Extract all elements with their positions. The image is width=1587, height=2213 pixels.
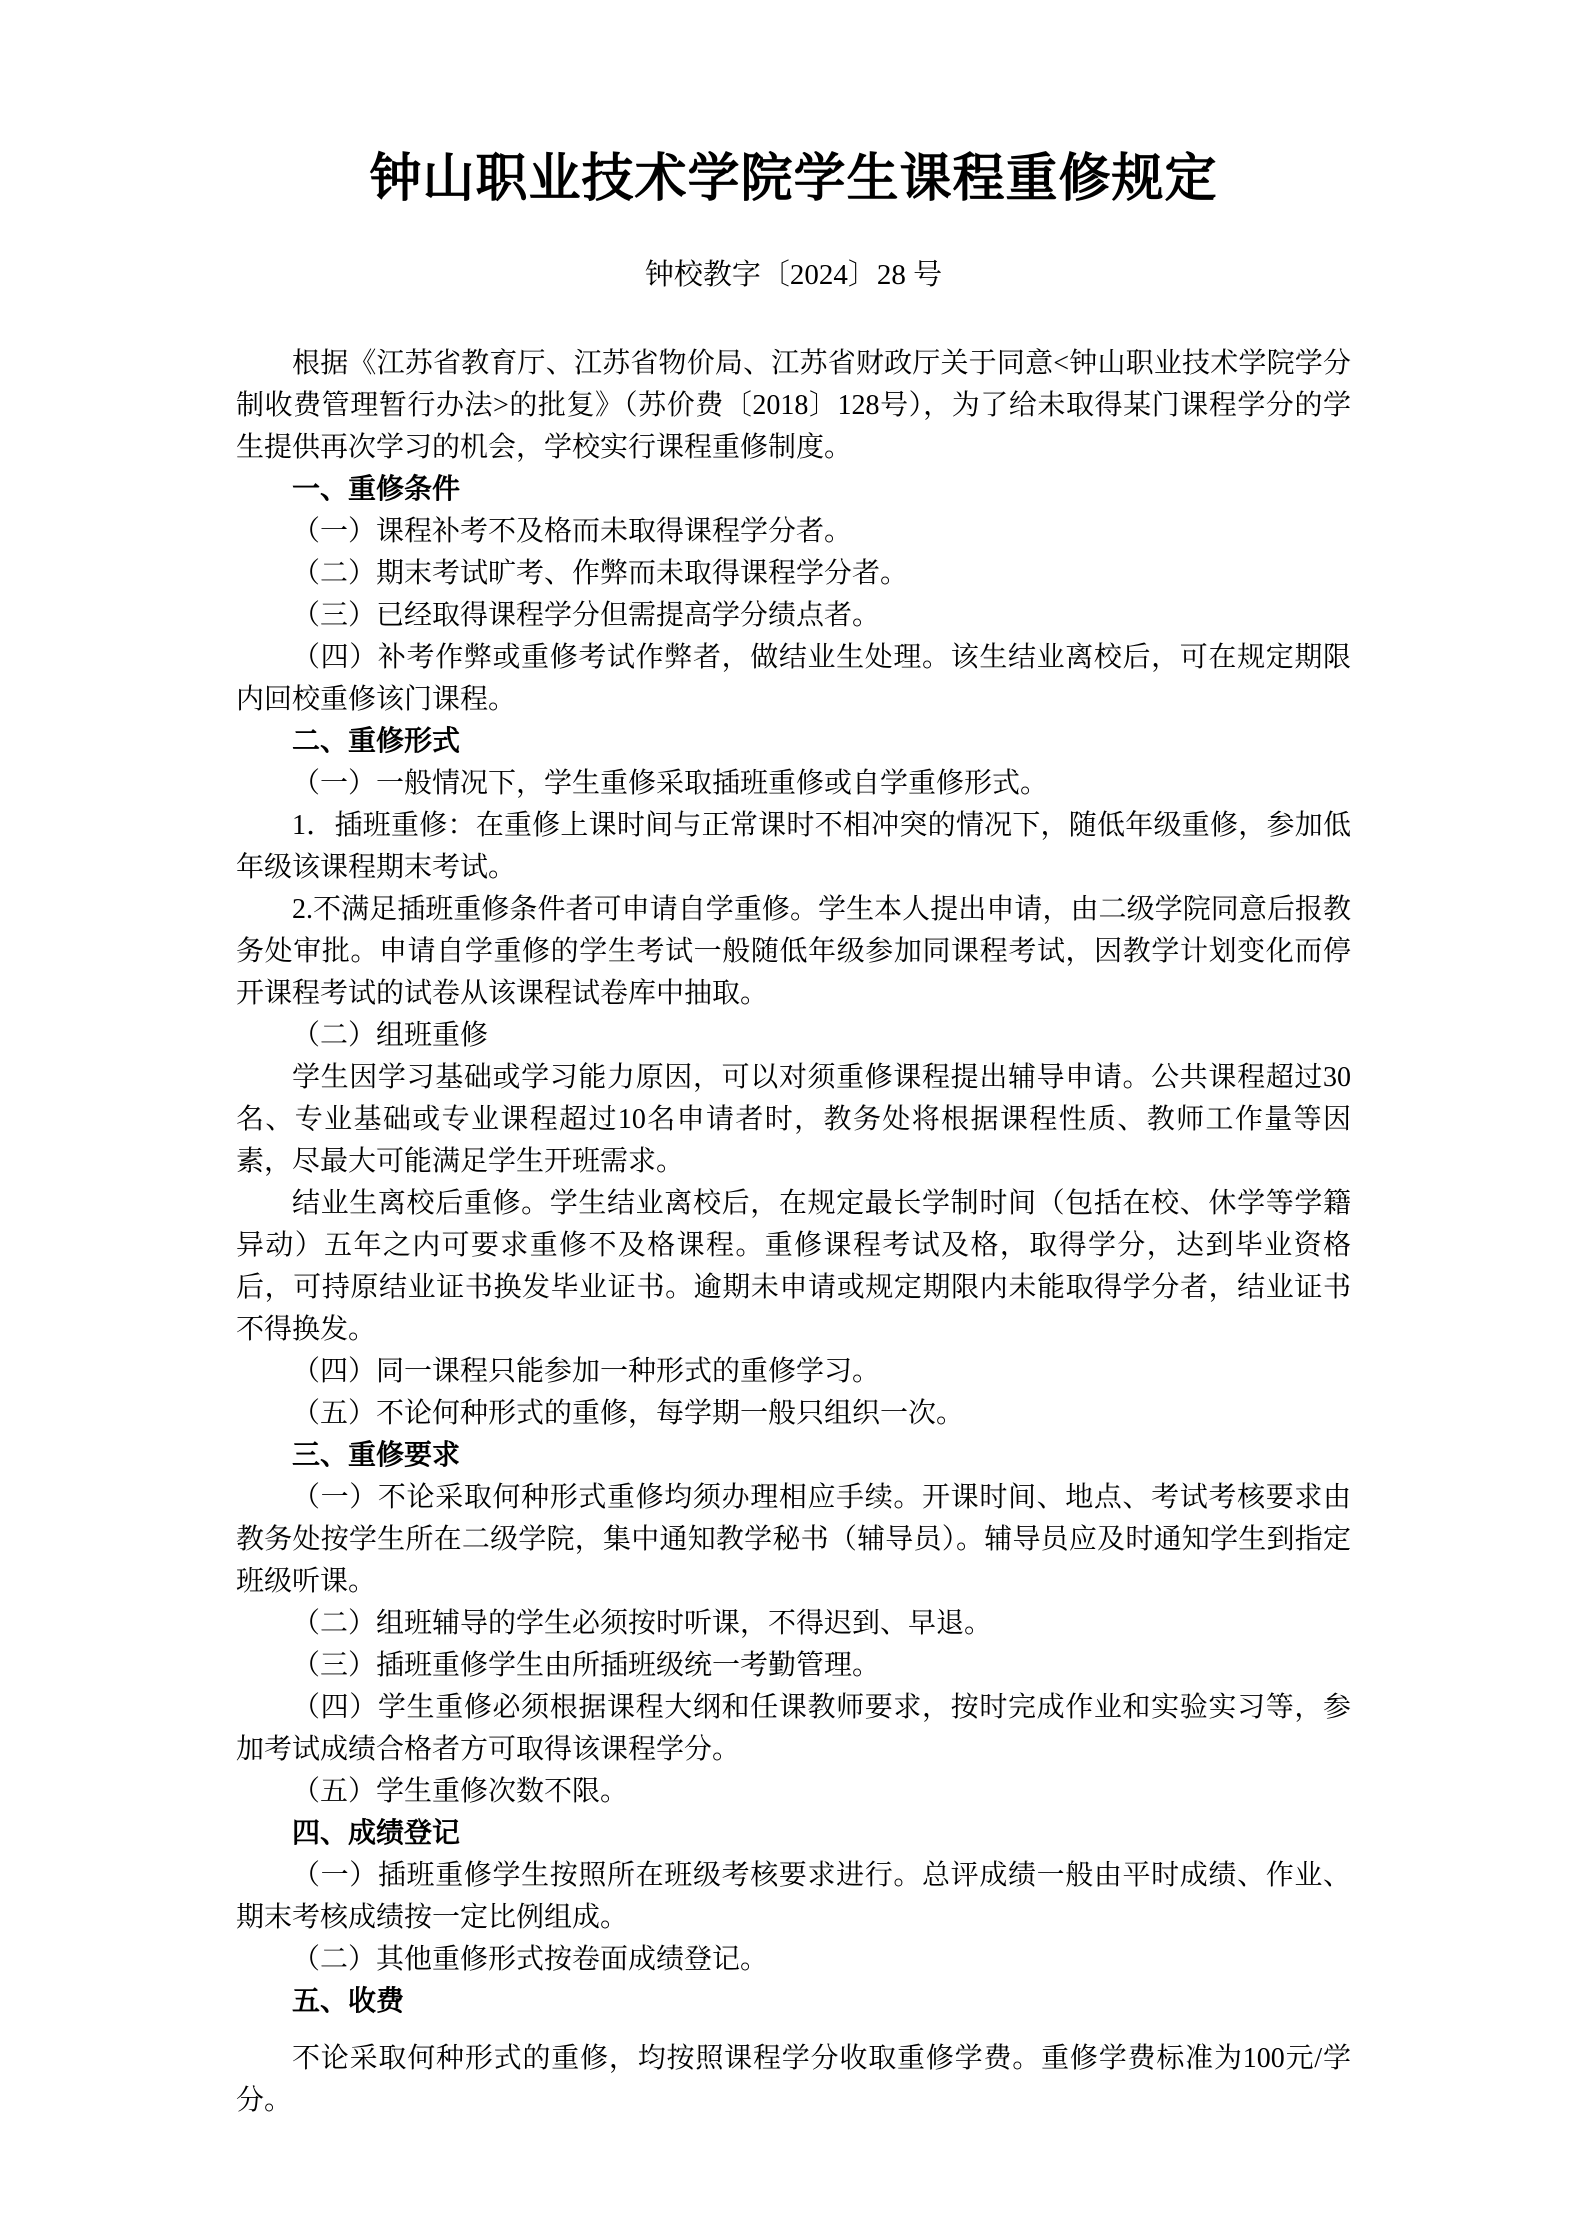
paragraph: （三）已经取得课程学分但需提高学分绩点者。	[292, 600, 881, 631]
paragraph: （一）不论采取何种形式重修均须办理相应手续。开课时间、地点、考试考核要求由教务处按学生所在二级学院，集中通知教学秘书（辅导员）。辅导员应及时通知学生到指定班级听课。	[236, 1482, 1351, 1597]
paragraph: （四）补考作弊或重修考试作弊者，做结业生处理。该生结业离校后，可在规定期限内回校重修该门课程。	[236, 642, 1351, 715]
paragraph: （四）学生重修必须根据课程大纲和任课教师要求，按时完成作业和实验实习等，参加考试成绩合格者方可取得该课程学分。	[236, 1692, 1351, 1765]
paragraph: （三）插班重修学生由所插班级统一考勤管理。	[292, 1650, 881, 1681]
section-heading-1: 一、重修条件	[292, 474, 461, 505]
section-heading-2: 二、重修形式	[292, 726, 461, 757]
doc-number: 钟校教字〔2024〕28 号	[644, 259, 943, 291]
section-heading-3: 三、重修要求	[292, 1440, 461, 1471]
document-content	[236, 150, 1351, 2122]
paragraph-final: 不论采取何种形式的重修，均按照课程学分收取重修学费。重修学费标准为100元/学分。	[236, 2043, 1351, 2116]
document-body	[236, 343, 1351, 2122]
paragraph: （四）同一课程只能参加一种形式的重修学习。	[292, 1356, 881, 1387]
paragraph: （二）其他重修形式按卷面成绩登记。	[292, 1944, 769, 1975]
paragraph: 学生因学习基础或学习能力原因，可以对须重修课程提出辅导申请。公共课程超过30名、专业基础或专业课程超过10名申请者时，教务处将根据课程性质、教师工作量等因素，尽最大可能满足学生开班需求。	[236, 1062, 1351, 1177]
section-heading-4: 四、成绩登记	[292, 1818, 461, 1849]
paragraph: （二）组班重修	[292, 1020, 489, 1051]
paragraph: （一）课程补考不及格而未取得课程学分者。	[292, 516, 853, 547]
paragraph: （五）学生重修次数不限。	[292, 1776, 629, 1807]
paragraph: （一）插班重修学生按照所在班级考核要求进行。总评成绩一般由平时成绩、作业、期末考核成绩按一定比例组成。	[236, 1860, 1351, 1933]
paragraph: （一）一般情况下，学生重修采取插班重修或自学重修形式。	[292, 768, 1049, 799]
paragraph: 2.不满足插班重修条件者可申请自学重修。学生本人提出申请，由二级学院同意后报教务处审批。申请自学重修的学生考试一般随低年级参加同课程考试，因教学计划变化而停开课程考试的试卷从该课程试卷库中抽取。	[236, 894, 1351, 1009]
paragraph: （二）组班辅导的学生必须按时听课，不得迟到、早退。	[292, 1608, 993, 1639]
paragraph: （五）不论何种形式的重修，每学期一般只组织一次。	[292, 1398, 965, 1429]
paragraph-intro: 根据《江苏省教育厅、江苏省物价局、江苏省财政厅关于同意<钟山职业技术学院学分制收费管理暂行办法>的批复》（苏价费〔2018〕128号），为了给未取得某门课程学分的学生提供再次学习的机会，学校实行课程重修制度。	[236, 348, 1351, 463]
section-heading-5: 五、收费	[292, 1986, 405, 2017]
paragraph: 1．插班重修：在重修上课时间与正常课时不相冲突的情况下，随低年级重修，参加低年级该课程期末考试。	[236, 810, 1351, 883]
doc-title: 钟山职业技术学院学生课程重修规定	[369, 151, 1218, 208]
paragraph: 结业生离校后重修。学生结业离校后，在规定最长学制时间（包括在校、休学等学籍异动）五年之内可要求重修不及格课程。重修课程考试及格，取得学分，达到毕业资格后，可持原结业证书换发毕业证书。逾期未申请或规定期限内未能取得学分者，结业证书不得换发。	[236, 1188, 1351, 1345]
paragraph: （二）期末考试旷考、作弊而未取得课程学分者。	[292, 558, 909, 589]
